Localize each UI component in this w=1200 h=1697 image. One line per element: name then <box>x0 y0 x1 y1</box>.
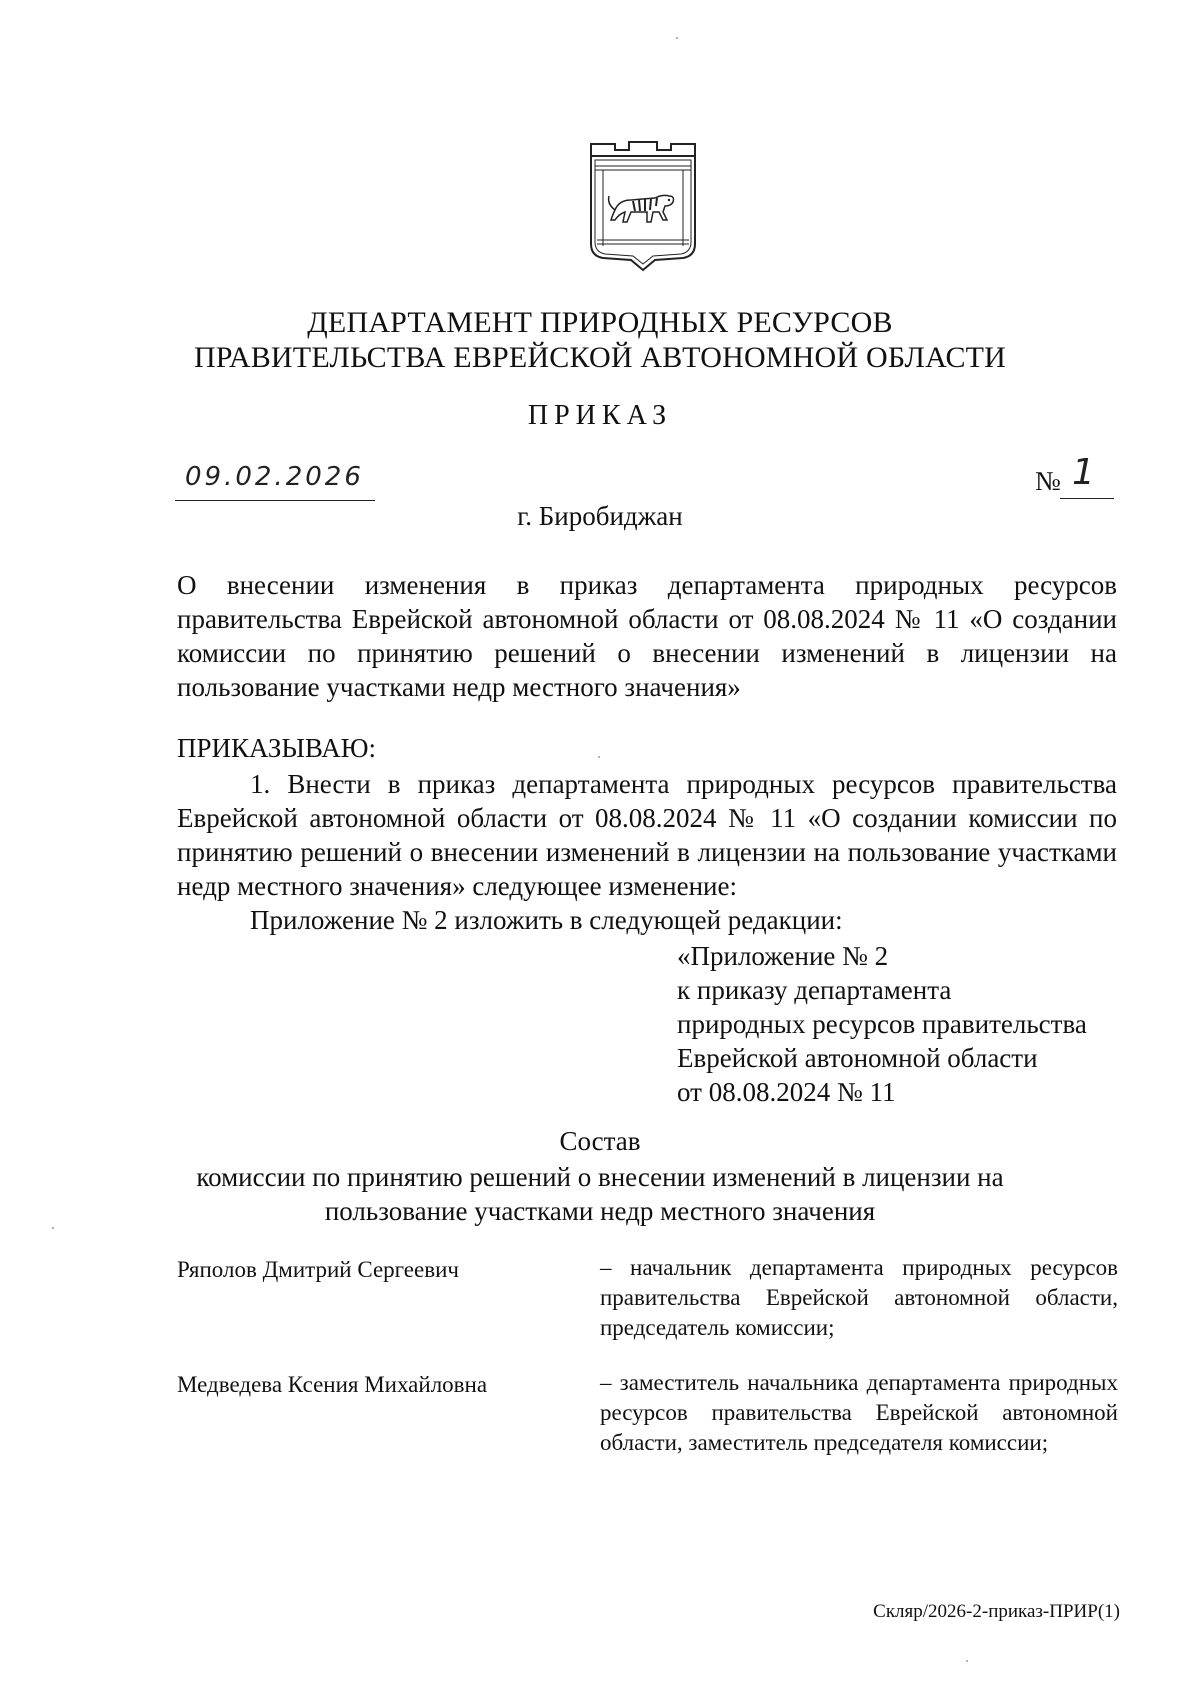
composition-subtitle <box>0 1160 1200 1228</box>
document-registration-code: Скляр/2026-2-приказ-ПРИР(1) <box>873 1601 1120 1622</box>
member-name: Медведева Ксения Михайловна <box>177 1372 488 1397</box>
order-subject: О внесении изменения в приказ департамента природных ресурсов правительства Еврейской автономной области от 08.08.2024 № 11 «О создании комиссии по принятию решений о внесении изменений в лицензии на пользование участками недр местного значения» <box>177 570 1117 702</box>
member-role: – начальник департамента природных ресурсов правительства Еврейской автономной области, председатель комиссии; <box>600 1255 1118 1340</box>
appendix-header-line: природных ресурсов правительства <box>677 1009 1087 1039</box>
composition-subtitle-line: пользование участками недр местного значения <box>324 1196 876 1226</box>
member-role: – заместитель начальника департамента природных ресурсов правительства Еврейской автономной области, заместитель председателя комиссии; <box>600 1370 1118 1455</box>
appendix-header-line: к приказу департамента <box>677 975 952 1005</box>
directive-heading: ПРИКАЗЫВАЮ: <box>177 733 376 763</box>
city: г. Биробиджан <box>517 501 683 531</box>
department-name-line-1: ДЕПАРТАМЕНТ ПРИРОДНЫХ РЕСУРСОВ <box>307 306 893 339</box>
number-sign: № <box>1035 466 1061 496</box>
scan-speck <box>966 1660 968 1662</box>
order-item-1: 1. Внести в приказ департамента природных ресурсов правительства Еврейской автономной области от 08.08.2024 № 11 «О создании комиссии по принятию решений о внесении изменений в лицензии на пользование участками недр местного значения» следующее изменение: <box>177 769 1117 901</box>
member-name: Ряполов Дмитрий Сергеевич <box>177 1257 459 1282</box>
document-type-title: ПРИКАЗ <box>527 400 673 431</box>
scan-speck <box>52 1227 54 1229</box>
order-number: 1 <box>1072 452 1095 493</box>
scan-speck <box>676 37 678 39</box>
appendix-header-block <box>677 939 1087 1109</box>
order-date: 09.02.2026 <box>185 462 364 492</box>
composition-title: Состав <box>559 1126 641 1156</box>
coat-of-arms-tiger-icon <box>585 140 701 272</box>
appendix-header-line: «Приложение № 2 <box>677 941 889 971</box>
appendix-header-line: Еврейской автономной области <box>677 1043 1038 1073</box>
appendix-header-line: от 08.08.2024 № 11 <box>677 1077 896 1107</box>
composition-subtitle-line: комиссии по принятию решений о внесении изменений в лицензии на <box>196 1162 1004 1192</box>
scan-speck <box>598 756 600 758</box>
department-name-line-2: ПРАВИТЕЛЬСТВА ЕВРЕЙСКОЙ АВТОНОМНОЙ ОБЛАСТИ <box>193 341 1007 374</box>
appendix-instruction: Приложение № 2 изложить в следующей редакции: <box>250 905 843 935</box>
